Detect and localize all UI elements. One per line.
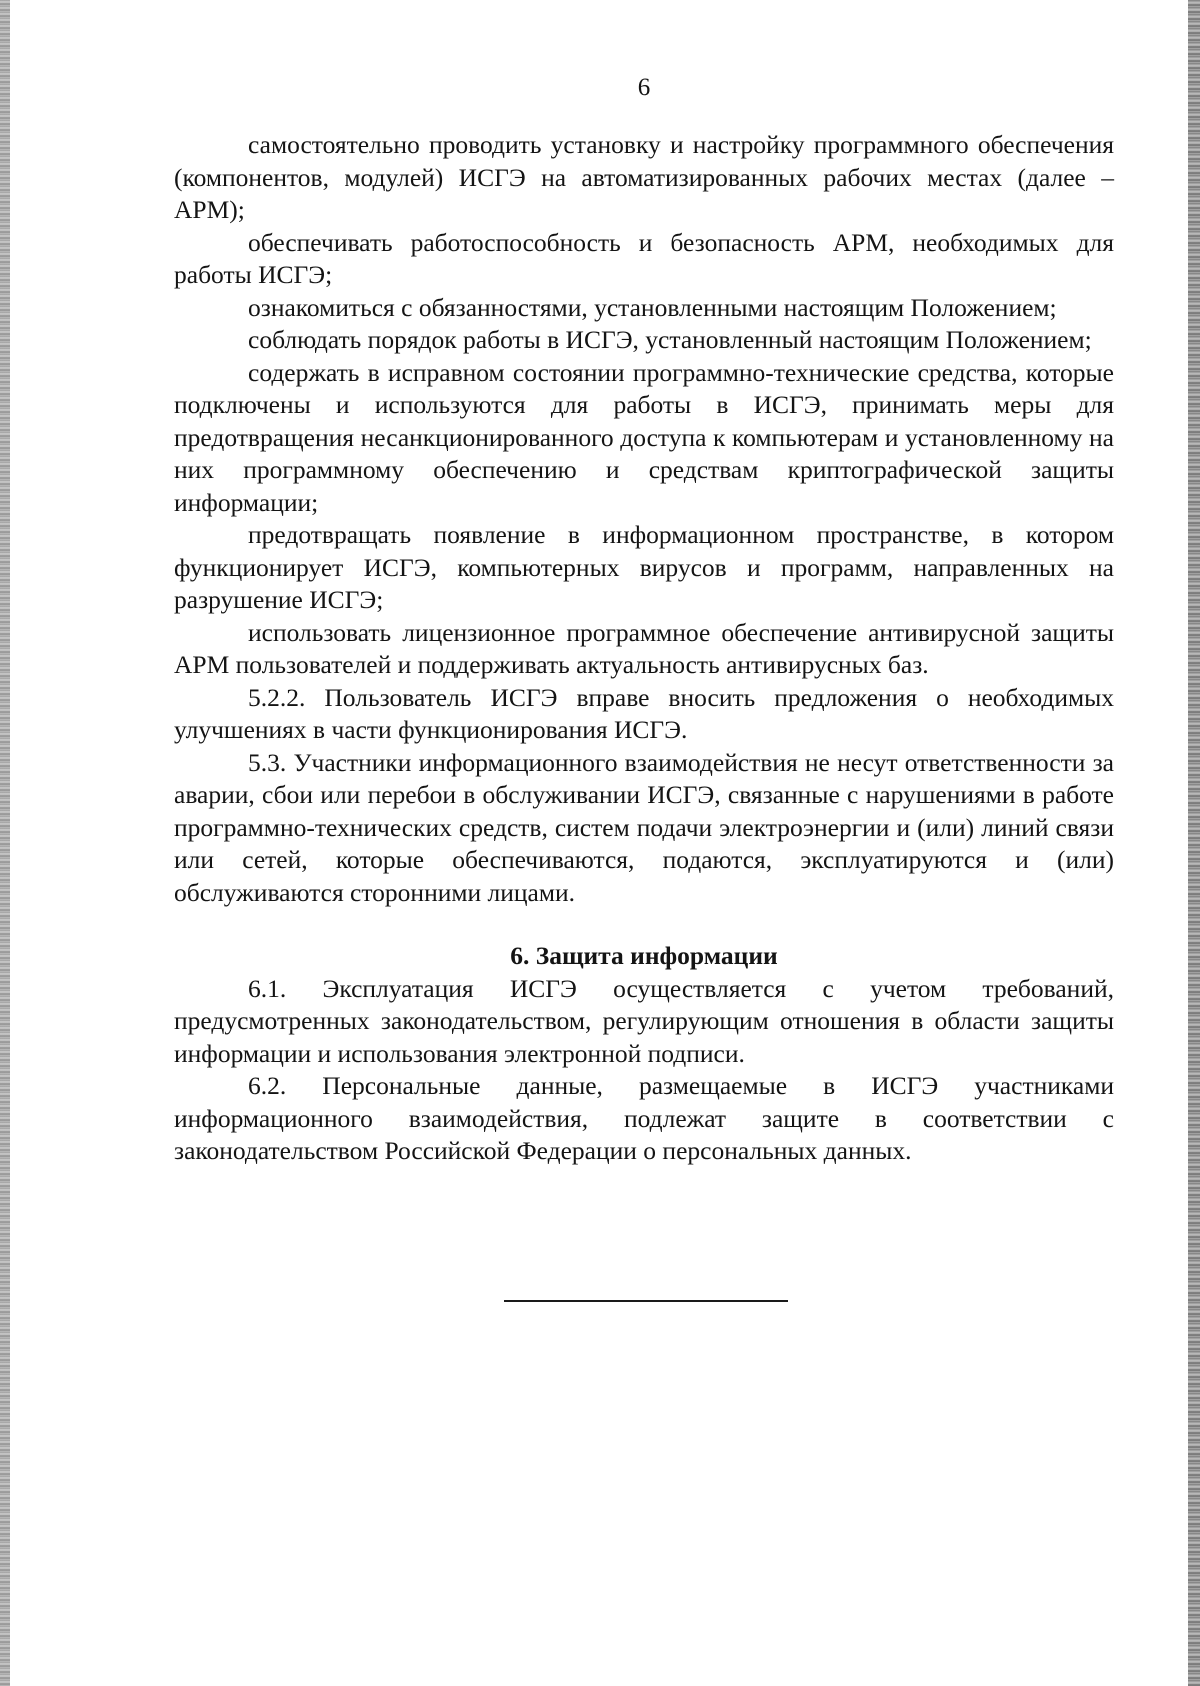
paragraph: соблюдать порядок работы в ИСГЭ, установленный настоящим Положением; [248, 325, 1092, 354]
paragraph: 6.2. Персональные данные, размещаемые в ИСГЭ участниками информационного взаимодействия, подлежат защите в соответствии с законодательством Российской Федерации о персональных данных. [174, 1071, 1114, 1165]
scan-edge-left [0, 0, 10, 1686]
paragraph: ознакомиться с обязанностями, установленными настоящим Положением; [248, 292, 1057, 322]
paragraph: 5.3. Участники информационного взаимодействия не несут ответственности за аварии, сбои или перебои в обслуживании ИСГЭ, связанные с нарушениями в работе программно-технических средств, систем подачи электроэнергии и (или) линий связи или сетей, которые обеспечиваются, подаются, эксплуатируются и (или) обслуживаются сторонними лицами. [174, 747, 1114, 907]
scan-edge-right [1188, 0, 1200, 1686]
section-heading: 6. Защита информации [510, 941, 778, 970]
paragraph: 5.2.2. Пользователь ИСГЭ вправе вносить предложения о необходимых улучшениях в части функционирования ИСГЭ. [174, 682, 1114, 744]
paragraph: использовать лицензионное программное обеспечение антивирусной защиты АРМ пользователей и поддерживать актуальность антивирусных баз. [174, 617, 1114, 679]
document-body [174, 129, 1114, 1168]
end-divider-line [504, 1300, 788, 1302]
paragraph: предотвращать появление в информационном пространстве, в котором функционирует ИСГЭ, компьютерных вирусов и программ, направленных на разрушение ИСГЭ; [174, 520, 1114, 614]
paragraph: 6.1. Эксплуатация ИСГЭ осуществляется с учетом требований, предусмотренных законодательством, регулирующим отношения в области защиты информации и использования электронной подписи. [174, 973, 1114, 1068]
paragraph: содержать в исправном состоянии программно-технические средства, которые подключены и используются для работы в ИСГЭ, принимать меры для предотвращения несанкционированного доступа к компьютерам и установленному на них программному обеспечению и средствам криптографической защиты информации; [174, 357, 1114, 517]
paragraph: самостоятельно проводить установку и настройку программного обеспечения (компонентов, модулей) ИСГЭ на автоматизированных рабочих местах (далее – АРМ); [174, 130, 1114, 224]
page-number: 6 [637, 74, 651, 101]
paragraph: обеспечивать работоспособность и безопасность АРМ, необходимых для работы ИСГЭ; [174, 227, 1114, 289]
